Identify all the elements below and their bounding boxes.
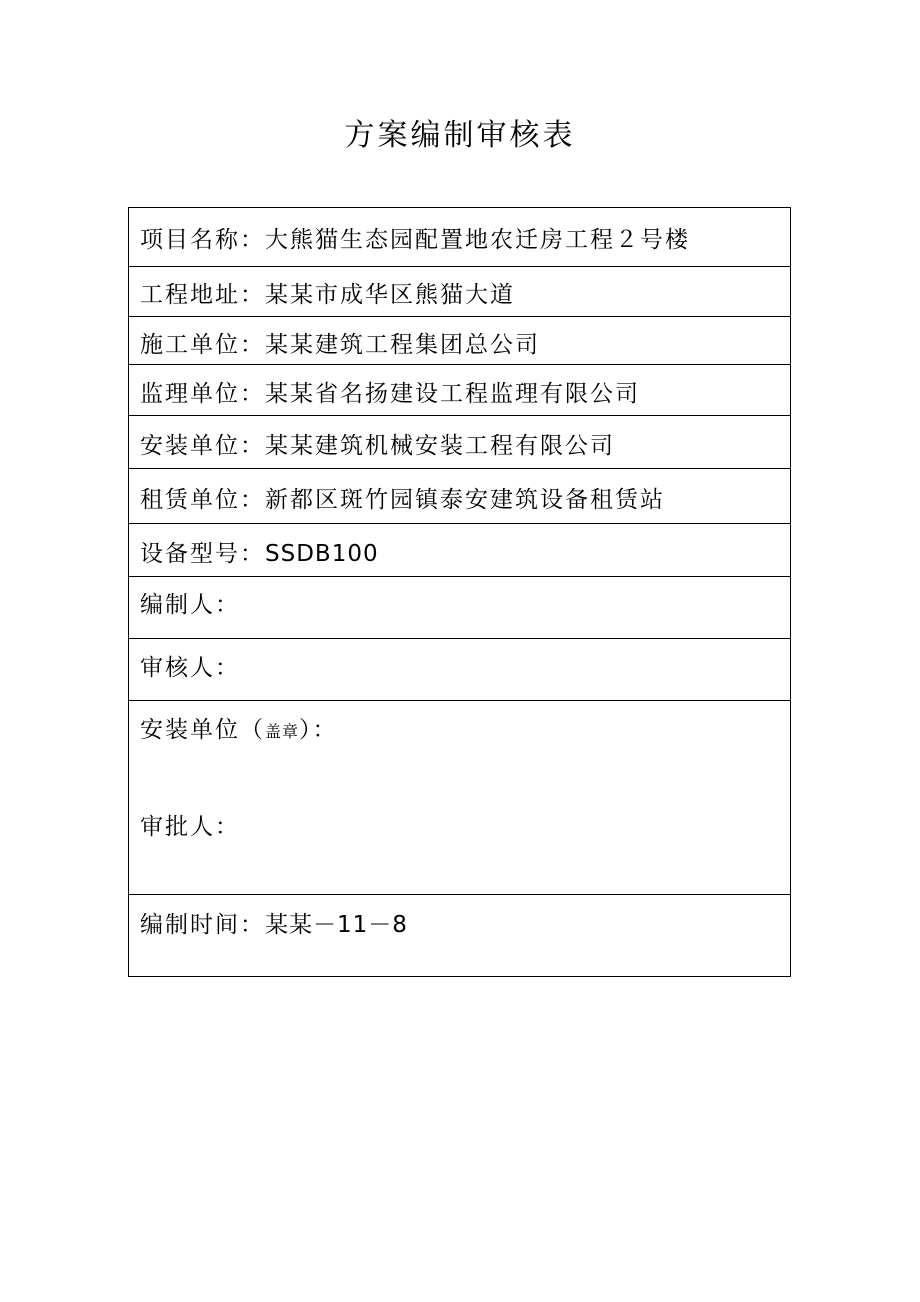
leasing-unit-value: 新都区斑竹园镇泰安建筑设备租赁站 (265, 487, 665, 513)
compiler-label: 编制人： (140, 592, 240, 618)
equipment-model-label: 设备型号： (140, 541, 265, 567)
project-name-label: 项目名称： (140, 227, 265, 253)
row-project-address (129, 267, 790, 317)
compile-time-value: 某某－11－8 (265, 912, 408, 938)
approver-label: 审批人： (140, 814, 240, 840)
row-reviewer (129, 639, 790, 701)
construction-unit-label: 施工单位： (140, 332, 265, 358)
project-address-label: 工程地址： (140, 282, 265, 308)
reviewer-label: 审核人： (140, 655, 240, 681)
equipment-model-value: SSDB100 (265, 541, 379, 567)
install-stamp-note: 盖章 (265, 722, 300, 741)
project-name-value: 大熊猫生态园配置地农迁房工程２号楼 (265, 227, 690, 253)
row-construction-unit (129, 317, 790, 365)
row-leasing-unit (129, 469, 790, 524)
page-title: 方案编制审核表 (344, 118, 576, 153)
leasing-unit-label: 租赁单位： (140, 487, 265, 513)
install-stamp-paren-open: （ (240, 717, 265, 743)
install-stamp-label: 安装单位 (140, 717, 240, 743)
compile-time-label: 编制时间： (140, 912, 265, 938)
row-stamp-and-approval (129, 701, 790, 895)
row-installation-unit (129, 416, 790, 469)
supervision-unit-value: 某某省名扬建设工程监理有限公司 (265, 381, 640, 407)
install-stamp-colon: ： (312, 717, 338, 743)
supervision-unit-label: 监理单位： (140, 381, 265, 407)
review-form-table (128, 207, 791, 977)
row-equipment-model (129, 524, 790, 577)
row-supervision-unit (129, 365, 790, 416)
project-address-value: 某某市成华区熊猫大道 (265, 282, 515, 308)
installation-unit-label: 安装单位： (140, 433, 265, 459)
install-stamp-paren-close: ） (299, 717, 313, 743)
row-compiler (129, 577, 790, 639)
row-project-name (129, 208, 790, 267)
installation-unit-value: 某某建筑机械安装工程有限公司 (265, 433, 615, 459)
construction-unit-value: 某某建筑工程集团总公司 (265, 332, 540, 358)
row-compile-time (129, 895, 790, 977)
